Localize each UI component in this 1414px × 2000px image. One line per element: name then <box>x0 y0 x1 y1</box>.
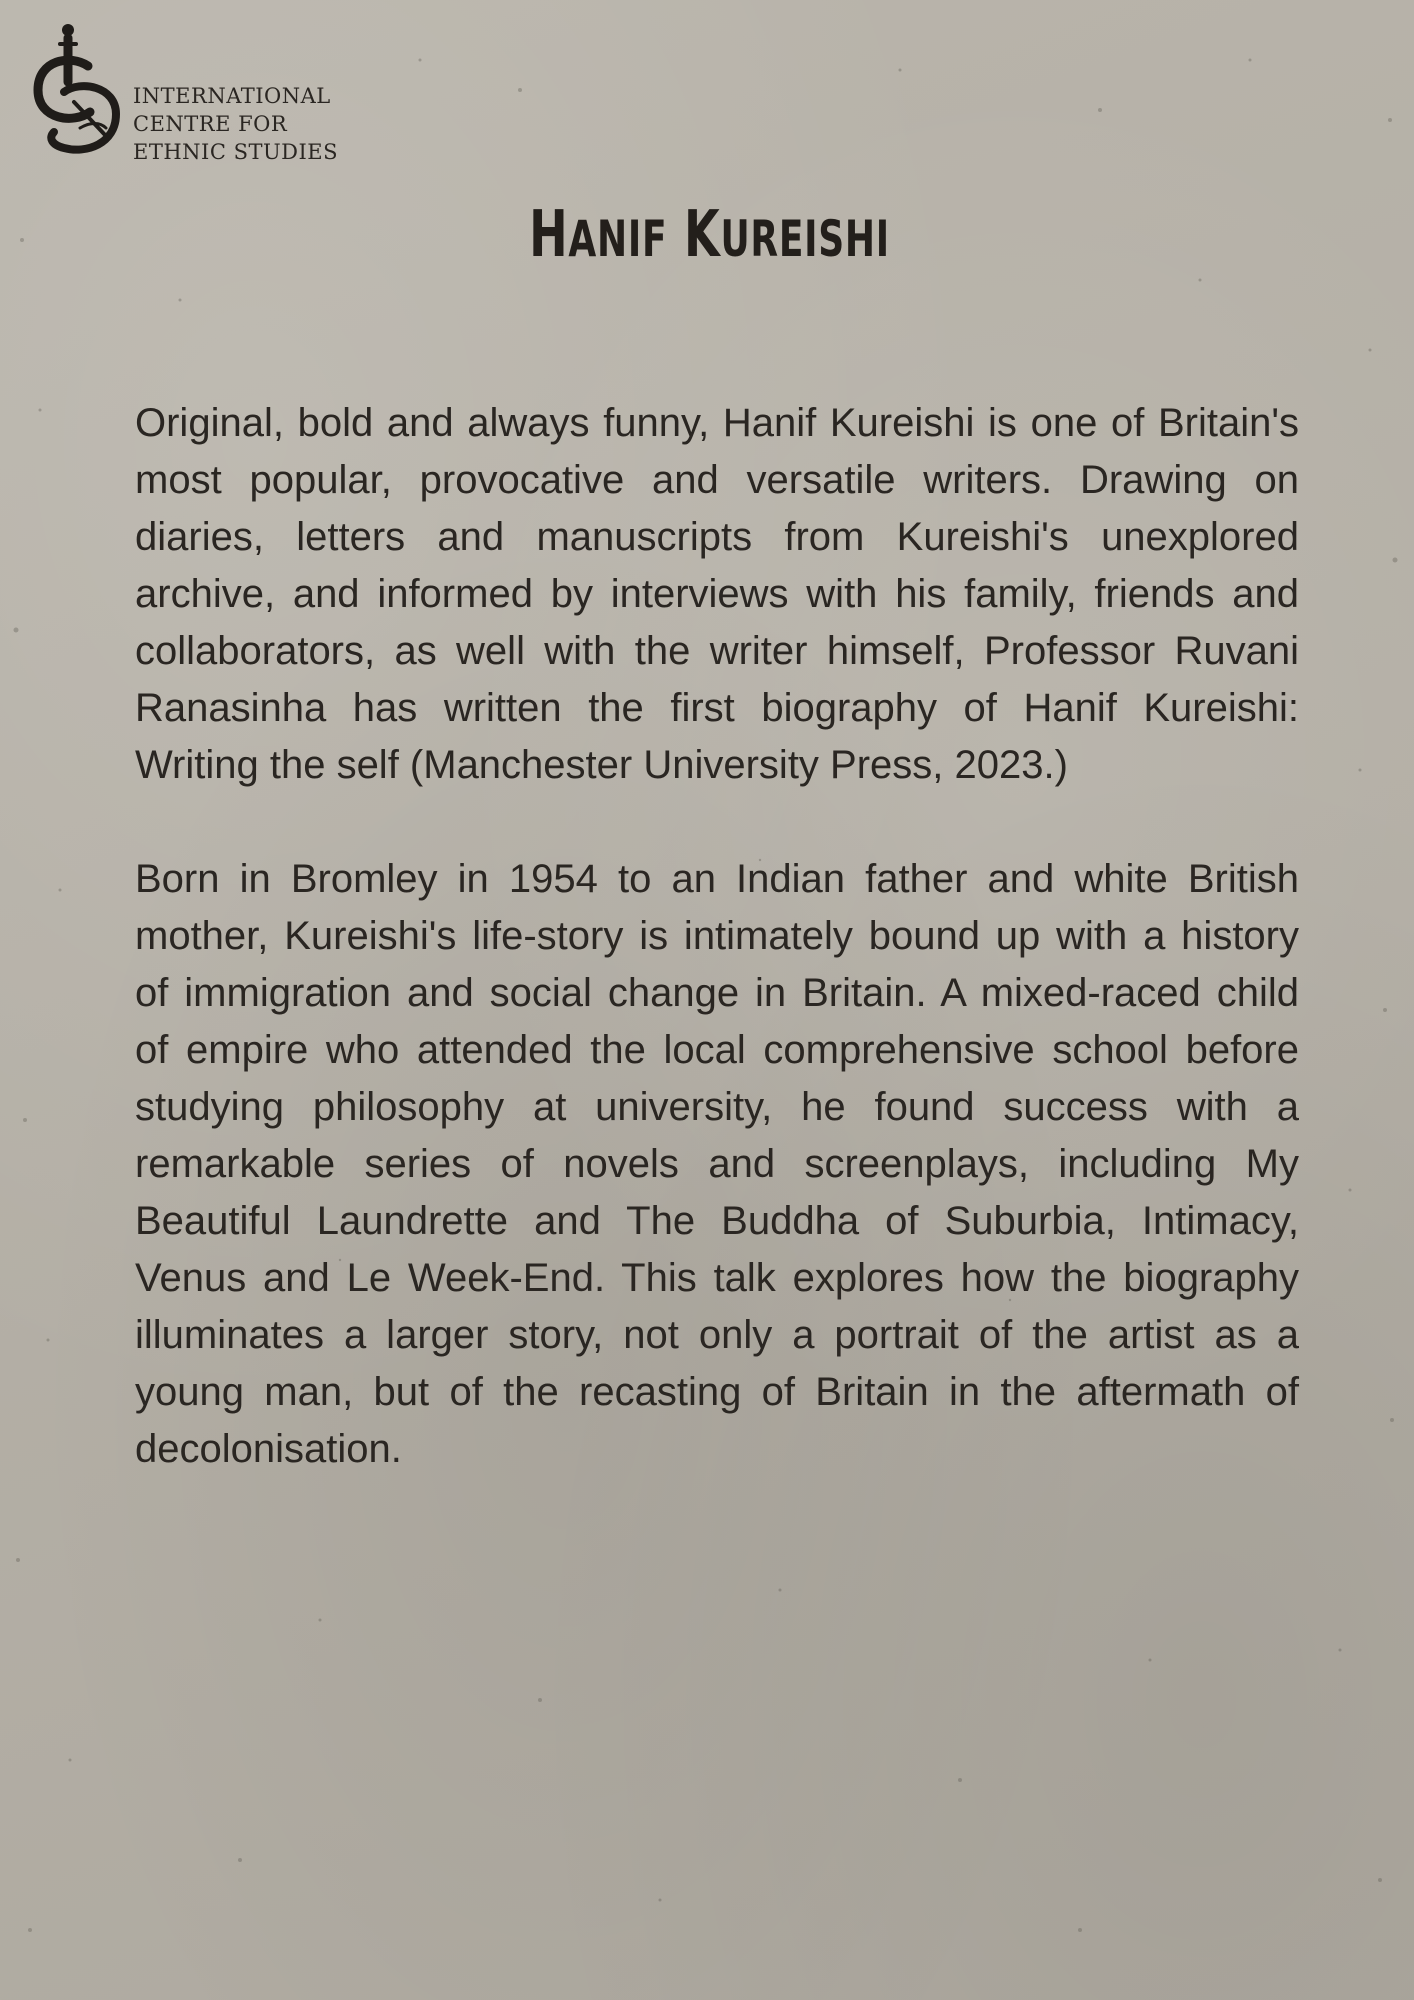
article-body <box>135 395 1299 1535</box>
paragraph-biography: Born in Bromley in 1954 to an Indian father and white British mother, Kureishi's life-story is intimately bound up with a history of immigration and social change in Britain. A mixed-raced child of empire who attended the local comprehensive school before studying philosophy at university, he found success with a remarkable series of novels and screenplays, including My Beautiful Laundrette and The Buddha of Suburbia, Intimacy, Venus and Le Week-End. This talk explores how the biography illuminates a larger story, not only a portrait of the artist as a young man, but of the recasting of Britain in the aftermath of decolonisation. <box>135 857 1299 1471</box>
logo-line-1: INTERNATIONAL <box>133 84 331 108</box>
ices-monogram-icon <box>30 20 126 168</box>
logo-line-3: ETHNIC STUDIES <box>133 140 339 164</box>
paragraph-intro: Original, bold and always funny, Hanif Kureishi is one of Britain's most popular, provocative and versatile writers. Drawing on diaries, letters and manuscripts from Kureishi's unexplored archive, and informed by interviews with his family, friends and collaborators, as well with the writer himself, Professor Ruvani Ranasinha has written the first biography of Hanif Kureishi: Writing the self (Manchester University Press, 2023.) <box>135 401 1299 787</box>
logo-line-2: CENTRE FOR <box>133 112 288 136</box>
ices-wordmark <box>133 82 338 166</box>
title-last-rest: UREISHI <box>720 210 890 268</box>
title-first-rest: ANIF <box>568 210 668 268</box>
page-title <box>200 198 1218 272</box>
title-first-initial: H <box>529 198 569 272</box>
ices-logo <box>30 20 350 170</box>
title-last-initial: K <box>684 198 721 272</box>
